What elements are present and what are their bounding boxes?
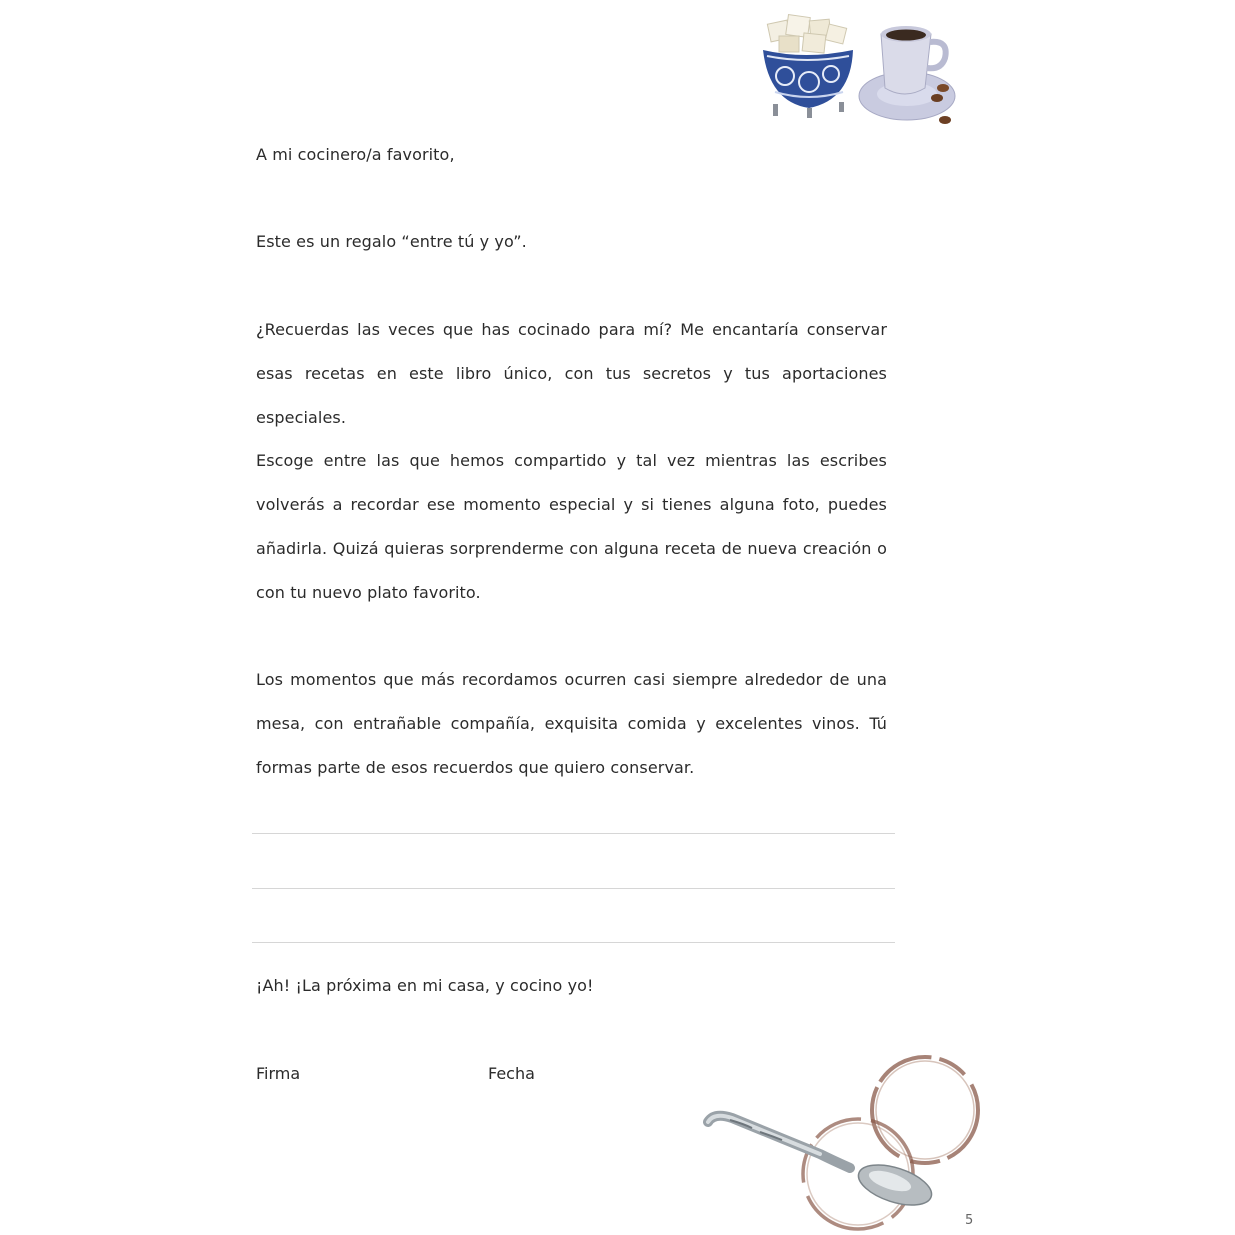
paragraph-3-text: Escoge entre las que hemos compartido y tal vez mientras las escribes volverás a recordar ese momento especial y si tienes alguna foto, puedes añadirla. Quizá quieras sorprenderme con alguna receta de nueva creación o con tu nuevo plato favorito. <box>256 451 887 602</box>
spoon-and-coffee-stains-illustration <box>700 1050 1000 1235</box>
paragraph-2-text: ¿Recuerdas las veces que has cocinado para mí? Me encantaría conservar esas recetas en este libro único, con tus secretos y tus aportaciones especiales. <box>256 320 887 427</box>
coffee-stain-icon <box>803 1057 978 1229</box>
coffee-cup-icon <box>859 26 955 124</box>
closing <box>256 964 887 1008</box>
sugar-bowl-icon <box>763 15 853 118</box>
date-label: Fecha <box>488 1064 535 1083</box>
paragraph-3 <box>256 439 887 615</box>
paragraph-4-text: Los momentos que más recordamos ocurren casi siempre alrededor de una mesa, con entrañable compañía, exquisita comida y excelentes vinos. Tú formas parte de esos recuerdos que quiero conservar. <box>256 670 887 777</box>
page-number: 5 <box>965 1213 974 1228</box>
writing-line[interactable] <box>252 888 895 889</box>
paragraph-2 <box>256 308 887 440</box>
paragraph-1 <box>256 220 887 264</box>
greeting <box>256 133 887 177</box>
signature-label: Firma <box>256 1064 301 1083</box>
paragraph-1-text: Este es un regalo “entre tú y yo”. <box>256 232 527 251</box>
writing-line[interactable] <box>252 942 895 943</box>
greeting-text: A mi cocinero/a favorito, <box>256 145 455 164</box>
sugar-bowl-and-coffee-cup-illustration <box>755 10 965 135</box>
closing-text: ¡Ah! ¡La próxima en mi casa, y cocino yo! <box>256 976 594 995</box>
paragraph-4 <box>256 658 887 790</box>
writing-line[interactable] <box>252 833 895 834</box>
